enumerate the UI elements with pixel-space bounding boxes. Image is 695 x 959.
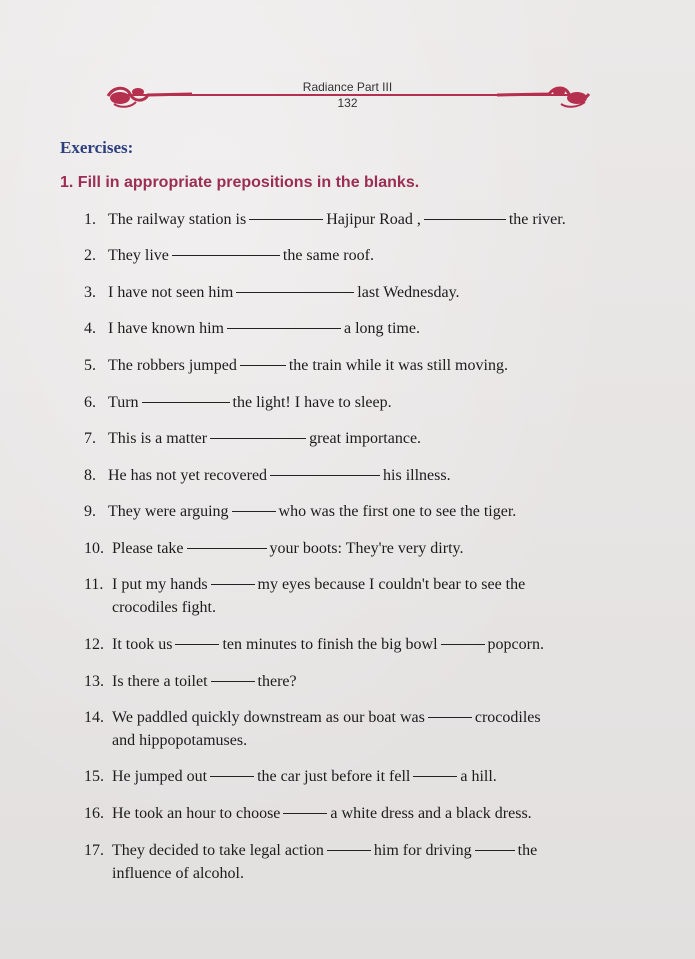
exercise-item-4 bbox=[84, 317, 624, 340]
item-number: 2. bbox=[84, 247, 96, 264]
exercise-item-2 bbox=[84, 244, 624, 267]
item-continuation: and hippopotamuses. bbox=[112, 732, 248, 749]
item-text: the car just before it fell bbox=[257, 768, 411, 785]
item-text: It took us bbox=[112, 636, 173, 653]
item-number: 1. bbox=[84, 211, 96, 228]
answer-blank[interactable] bbox=[232, 510, 276, 512]
answer-blank[interactable] bbox=[227, 327, 341, 329]
item-text: last Wednesday. bbox=[357, 284, 460, 301]
item-text: the same roof. bbox=[282, 247, 374, 264]
item-text: We paddled quickly downstream as our boat was bbox=[112, 709, 425, 726]
item-number: 15. bbox=[84, 768, 104, 785]
item-text: the river. bbox=[508, 211, 566, 228]
header-title: Radiance Part III bbox=[302, 80, 393, 94]
item-text: popcorn. bbox=[487, 636, 544, 653]
item-number: 8. bbox=[84, 467, 96, 484]
item-text: They live bbox=[108, 247, 169, 264]
exercise-item-7 bbox=[84, 427, 624, 450]
exercise-item-17 bbox=[84, 839, 624, 885]
answer-blank[interactable] bbox=[424, 218, 506, 220]
page-header bbox=[0, 74, 695, 124]
answer-blank[interactable] bbox=[240, 364, 286, 366]
item-text: Turn bbox=[108, 394, 139, 411]
item-text: the bbox=[517, 842, 538, 859]
item-text: my eyes because I couldn't bear to see the bbox=[257, 576, 526, 593]
item-text: ten minutes to finish the big bowl bbox=[222, 636, 438, 653]
item-number: 4. bbox=[84, 320, 96, 337]
exercise-item-6 bbox=[84, 391, 624, 414]
exercise-item-15 bbox=[84, 765, 624, 788]
item-number: 7. bbox=[84, 430, 96, 447]
item-text: there? bbox=[257, 673, 297, 690]
answer-blank[interactable] bbox=[210, 437, 306, 439]
item-text: The robbers jumped bbox=[108, 357, 237, 374]
exercises-heading: Exercises: bbox=[60, 138, 134, 157]
answer-blank[interactable] bbox=[187, 547, 267, 549]
answer-blank[interactable] bbox=[142, 401, 230, 403]
item-text: Is there a toilet bbox=[112, 673, 208, 690]
answer-blank[interactable] bbox=[211, 680, 255, 682]
answer-blank[interactable] bbox=[175, 643, 219, 645]
item-continuation: influence of alcohol. bbox=[112, 865, 244, 882]
item-text: I have not seen him bbox=[108, 284, 234, 301]
item-text: the light! I have to sleep. bbox=[232, 394, 392, 411]
item-text: I have known him bbox=[108, 320, 224, 337]
item-text: They were arguing bbox=[108, 503, 229, 520]
item-number: 5. bbox=[84, 357, 96, 374]
item-text: He jumped out bbox=[112, 768, 208, 785]
exercise-item-14 bbox=[84, 706, 624, 752]
item-number: 13. bbox=[84, 673, 104, 690]
exercise-item-16 bbox=[84, 802, 624, 825]
item-number: 9. bbox=[84, 503, 96, 520]
item-number: 14. bbox=[84, 709, 104, 726]
answer-blank[interactable] bbox=[327, 849, 371, 851]
item-text: his illness. bbox=[383, 467, 451, 484]
item-number: 3. bbox=[84, 284, 96, 301]
exercise-item-8 bbox=[84, 464, 624, 487]
item-text: a long time. bbox=[343, 320, 420, 337]
item-text: He has not yet recovered bbox=[108, 467, 268, 484]
item-text: great importance. bbox=[309, 430, 422, 447]
item-text: I put my hands bbox=[112, 576, 208, 593]
exercise-item-13 bbox=[84, 670, 624, 693]
item-text: Please take bbox=[112, 540, 184, 557]
item-text: They decided to take legal action bbox=[112, 842, 324, 859]
exercise-item-12 bbox=[84, 633, 624, 656]
item-text: a hill. bbox=[460, 768, 497, 785]
exercise-item-5 bbox=[84, 354, 624, 377]
page-number: 132 bbox=[337, 96, 358, 110]
answer-blank[interactable] bbox=[428, 716, 472, 718]
item-text: This is a matter bbox=[108, 430, 208, 447]
answer-blank[interactable] bbox=[210, 775, 254, 777]
exercise-item-11 bbox=[84, 573, 624, 619]
item-text: Hajipur Road , bbox=[326, 211, 421, 228]
item-number: 11. bbox=[84, 576, 104, 593]
answer-blank[interactable] bbox=[475, 849, 515, 851]
item-text: crocodiles bbox=[474, 709, 541, 726]
answer-blank[interactable] bbox=[283, 812, 327, 814]
question-heading: 1. Fill in appropriate prepositions in the blanks. bbox=[60, 174, 420, 191]
item-number: 17. bbox=[84, 842, 104, 859]
item-number: 10. bbox=[84, 540, 104, 557]
item-text: him for driving bbox=[373, 842, 472, 859]
item-text: the train while it was still moving. bbox=[288, 357, 508, 374]
exercise-item-1 bbox=[84, 208, 624, 231]
answer-blank[interactable] bbox=[172, 254, 280, 256]
answer-blank[interactable] bbox=[441, 643, 485, 645]
item-text: a white dress and a black dress. bbox=[330, 805, 532, 822]
item-text: The railway station is bbox=[108, 211, 247, 228]
answer-blank[interactable] bbox=[236, 291, 354, 293]
exercise-item-9 bbox=[84, 500, 624, 523]
item-number: 6. bbox=[84, 394, 96, 411]
item-text: your boots: They're very dirty. bbox=[269, 540, 464, 557]
exercise-item-10 bbox=[84, 537, 624, 560]
item-continuation: crocodiles fight. bbox=[112, 599, 216, 616]
item-number: 16. bbox=[84, 805, 104, 822]
answer-blank[interactable] bbox=[413, 775, 457, 777]
answer-blank[interactable] bbox=[270, 474, 380, 476]
exercise-item-3 bbox=[84, 281, 624, 304]
answer-blank[interactable] bbox=[249, 218, 323, 220]
answer-blank[interactable] bbox=[211, 583, 255, 585]
item-number: 12. bbox=[84, 636, 104, 653]
item-text: He took an hour to choose bbox=[112, 805, 281, 822]
item-text: who was the first one to see the tiger. bbox=[278, 503, 517, 520]
